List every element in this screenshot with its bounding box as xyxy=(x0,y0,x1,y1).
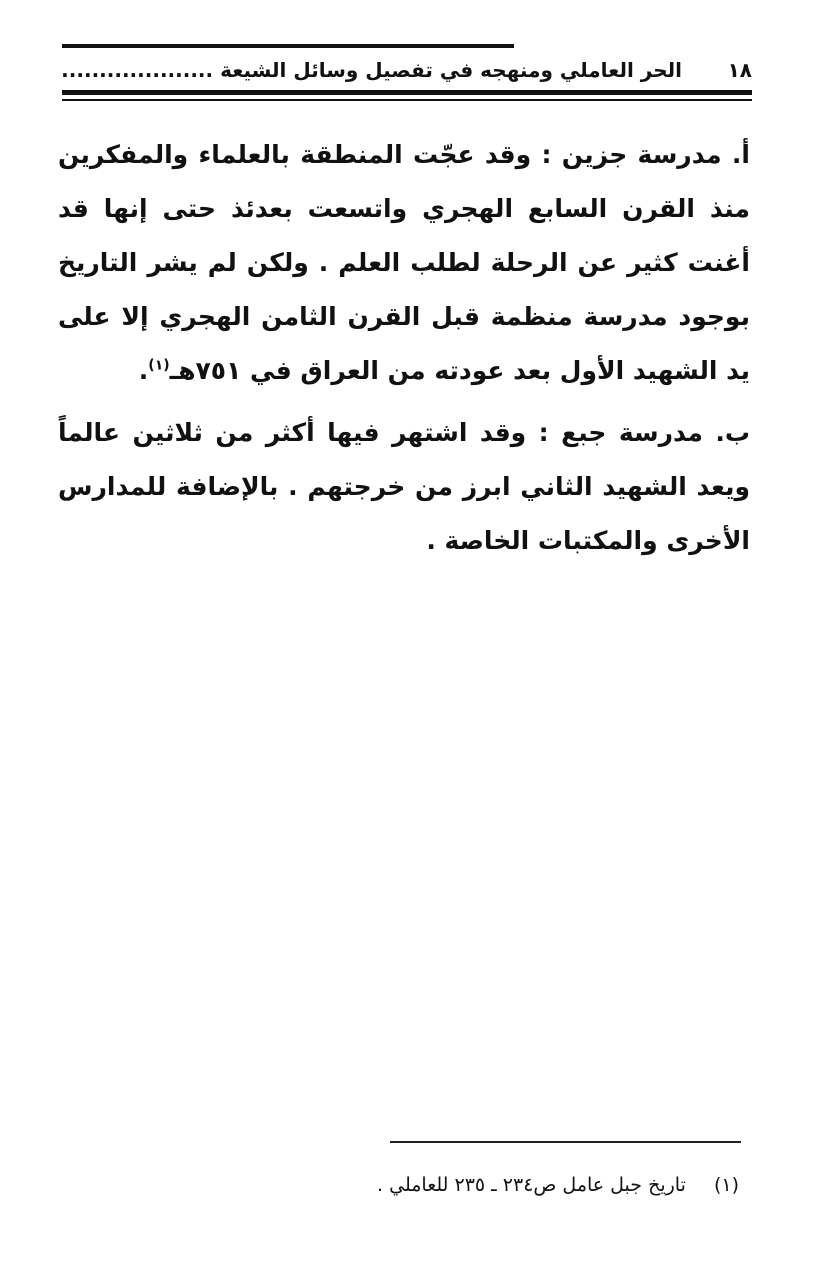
header-title-line xyxy=(62,56,682,84)
paragraph-b: ب. مدرسة جبع : وقد اشتهر فيها أكثر من ثلاثين عالماً ويعد الشهيد الثاني ابرز من خرجتهم . بالإضافة للمدارس الأخرى والمكتبات الخاصة . xyxy=(58,418,750,555)
header-leader-dots: .................... xyxy=(61,58,214,82)
header-top-line xyxy=(62,44,514,48)
footnote-separator xyxy=(390,1141,741,1143)
header-rule-thin xyxy=(62,99,752,101)
paragraph-a xyxy=(58,128,750,398)
footnote-text: تاريخ جبل عامل ص٢٣٤ ـ ٢٣٥ للعاملي . xyxy=(377,1174,686,1196)
paragraph-a-end: . xyxy=(138,356,149,385)
footnote-marker: (١) xyxy=(713,1174,739,1196)
page-number: ١٨ xyxy=(727,58,752,82)
footnote-reference[interactable]: (١) xyxy=(148,357,170,374)
footnote xyxy=(377,1170,739,1200)
paragraph-a-text: أ. مدرسة جزين : وقد عجّت المنطقة بالعلماء والمفكرين منذ القرن السابع الهجري واتسعت بعدئذ حتى إنها قد أغنت كثير عن الرحلة لطلب العلم . ولكن لم يشر التاريخ بوجود مدرسة منظمة قبل القرن الثامن الهجري إلا على يد الشهيد الأول بعد عودته من العراق في ٧٥١هـ xyxy=(58,140,750,385)
running-header xyxy=(62,44,752,106)
header-title: الحر العاملي ومنهجه في تفصيل وسائل الشيعة xyxy=(220,58,682,82)
header-rule-thick xyxy=(62,90,752,95)
main-text xyxy=(58,128,750,576)
